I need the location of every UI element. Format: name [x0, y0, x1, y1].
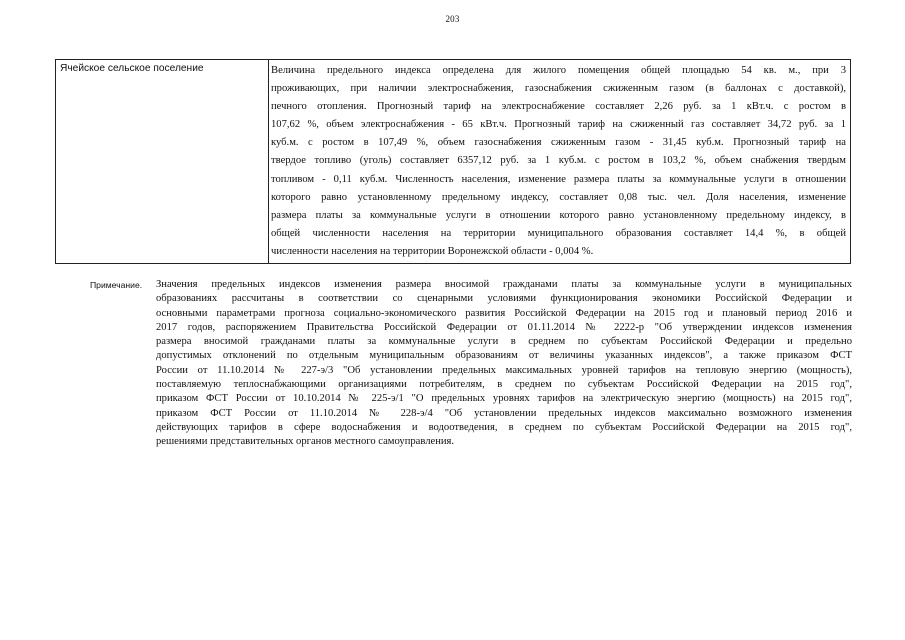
description-line: 107,62 %, объем электроснабжения - 65 кВт.ч. Прогнозный тариф на сжиженный газ составляет 34,72 руб. за 1	[271, 119, 846, 131]
note-line: поставляемую теплоснабжающими организациями потребителям, в среднем по субъектам Российской Федерации на 2015 год",	[156, 379, 852, 391]
note-line: Значения предельных индексов изменения размера вносимой гражданами платы за коммунальные услуги в муниципальных	[156, 279, 852, 290]
description-line: численности населения на территории Воронежской области - 0,004 %.	[271, 245, 594, 257]
note-line: действующих тарифов в сфере водоснабжения и водоотведения, в среднем по субъектам Российской Федерации на 2015 год",	[156, 421, 852, 433]
note-line: основными параметрами прогноза социально-экономического развития Российской Федерации на 2015 год и плановый период 2016 и	[156, 307, 852, 319]
description-line: проживающих, при наличии электроснабжения, газоснабжения сжиженным газом (в баллонах с доставкой),	[271, 83, 846, 95]
note-line: решениями представительных органов местного самоуправления.	[156, 436, 455, 448]
page-number: 203	[445, 14, 460, 24]
settlement-name-cell: Ячейское сельское поселение	[56, 60, 269, 263]
description-line: топливом - 0,11 куб.м. Численность населения, изменение размера платы за коммунальные услуги в отношении	[271, 173, 846, 185]
description-line: общей численности населения на территории муниципального образования составляет 14,4 %, в общей	[271, 227, 846, 239]
description-line: размера платы за коммунальные услуги в отношении которого равно установленному предельному индексу, в	[271, 209, 846, 221]
description-line: Величина предельного индекса определена для жилого помещения общей площадью 54 кв. м., при 3	[271, 65, 846, 76]
note-text	[156, 278, 852, 450]
tariff-table	[55, 59, 851, 264]
description-line: печного отопления. Прогнозный тариф на электроснабжение составляет 2,26 руб. за 1 кВт.ч. с ростом в	[271, 101, 846, 113]
description-line: твердое топливо (уголь) составляет 6357,12 руб. за 1 куб.м. с ростом в 103,2 %, объем снабжения твердым	[271, 155, 846, 167]
settlement-description-cell	[269, 60, 850, 263]
note-line: образованиях рассчитаны в соответствии со сценарными условиями функционирования экономики Российской Федерации и	[156, 293, 852, 305]
note-line: приказом ФСТ России от 10.10.2014 № 225-э/1 "О предельных уровнях тарифов на электрическую энергию (мощность) на 2015 год",	[156, 393, 852, 405]
note-block	[90, 278, 852, 450]
note-label: Примечание.	[90, 280, 143, 290]
note-line: приказом ФСТ России от 11.10.2014 № 228-э/4 "Об установлении предельных индексов максимально возможного изменения	[156, 407, 852, 419]
description-line: которого равно установленному предельному индексу, составляет 0,08 тыс. чел. Доля населения, изменение	[271, 191, 846, 203]
note-line: размера вносимой гражданами платы за коммунальные услуги в среднем по субъектам Российской Федерации и предельно	[156, 336, 852, 348]
description-line: куб.м. с ростом в 107,49 %, объем газоснабжения сжиженным газом - 31,45 куб.м. Прогнозный тариф на	[271, 137, 846, 149]
note-line: 2017 годов, распоряжением Правительства Российской Федерации от 01.11.2014 № 2222-р "Об утверждении индексов изменения	[156, 321, 852, 333]
note-line: России от 11.10.2014 № 227-э/3 "Об установлении предельных максимальных уровней тарифов на тепловую энергию (мощность),	[156, 364, 852, 376]
note-line: допустимых отклонений по отдельным муниципальным образованиям от величины указанных индексов", а также приказом ФСТ	[156, 350, 852, 362]
